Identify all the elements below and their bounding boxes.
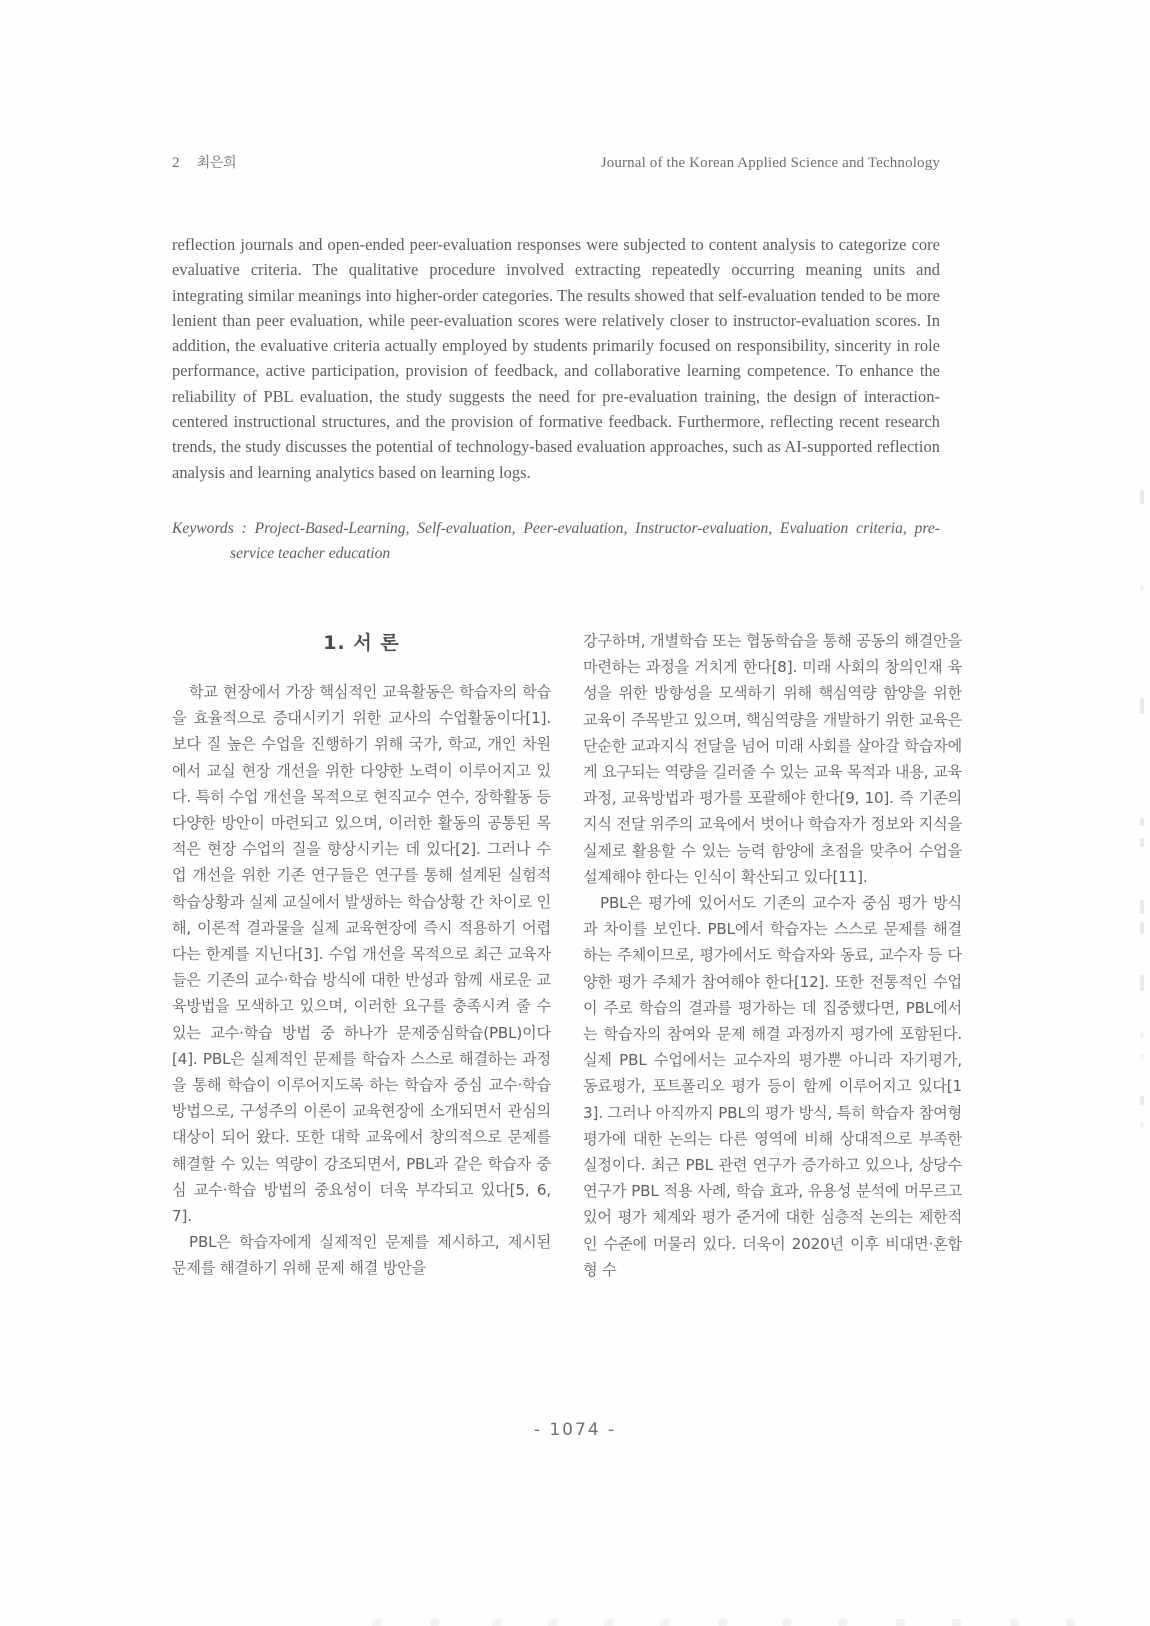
paragraph: PBL은 학습자에게 실제적인 문제를 제시하고, 제시된 문제를 해결하기 위해 문제 해결 방안을: [172, 1233, 551, 1278]
paragraph: 강구하며, 개별학습 또는 협동학습을 통해 공동의 해결안을 마련하는 과정을 거치게 한다[8]. 미래 사회의 창의인재 육성을 위한 방향성을 모색하기 위해 핵심역량 함양을 위한 교육이 주목받고 있으며, 핵심역량을 개발하기 위한 교육은 단순한 교과지식 전달을 넘어 미래 사회를 살아갈 학습자에게 요구되는 역량을 길러줄 수 있는 교육 목적과 내용, 교육과정, 교육방법과 평가를 포괄해야 한다[9, 10]. 즉 기존의 지식 전달 위주의 교육에서 벗어나 학습자가 정보와 지식을 실제로 활용할 수 있는 능력 함양에 초점을 맞추어 수업을 설계해야 한다는 인식이 확산되고 있다[11].: [583, 632, 962, 886]
header-journal-title: Journal of the Korean Applied Science and Technology: [600, 155, 940, 171]
right-column: [583, 628, 962, 1328]
abstract-text: reflection journals and open-ended peer-evaluation responses were subjected to content analysis to categorize core evaluative criteria. The qualitative procedure involved extracting repeatedly occurring meaning units and integrating similar meanings into higher-order categories. The results showed that self-evaluation tended to be more lenient than peer evaluation, while peer-evaluation scores were relatively closer to instructor-evaluation scores. In addition, the evaluative criteria actually employed by students primarily focused on responsibility, sincerity in role performance, active participation, provision of feedback, and collaborative learning competence. To enhance the reliability of PBL evaluation, the study suggests the need for pre-evaluation training, the design of interaction-centered instructional structures, and the provision of formative feedback. Furthermore, reflecting recent research trends, the study discusses the potential of technology-based evaluation approaches, such as AI-supported reflection analysis and learning analytics based on learning logs.: [172, 235, 940, 482]
body-columns: [172, 628, 962, 1328]
running-head-left: [172, 152, 236, 172]
section-title: 1. 서 론: [323, 632, 400, 654]
header-author-name: 최은희: [196, 155, 237, 171]
keywords-line: [172, 516, 940, 566]
left-column: [172, 628, 551, 1328]
keywords-label: Keywords :: [172, 520, 247, 537]
page-folio: - 1074 -: [533, 1420, 617, 1440]
running-head: [172, 152, 940, 172]
keywords-value: Project-Based-Learning, Self-evaluation, Peer-evaluation, Instructor-evaluation, Evaluation criteria, pre-service teacher education: [230, 520, 941, 562]
paragraph: 학교 현장에서 가장 핵심적인 교육활동은 학습자의 학습을 효율적으로 증대시키기 위한 교사의 수업활동이다[1]. 보다 질 높은 수업을 진행하기 위해 국가, 학교, 개인 차원에서 교실 현장 개선을 위한 다양한 노력이 이루어지고 있다. 특히 수업 개선을 목적으로 현직교수 연수, 장학활동 등 다양한 방안이 마련되고 있으며, 이러한 활동의 공통된 목적은 현장 수업의 질을 향상시키는 데 있다[2]. 그러나 수업 개선을 위한 기존 연구들은 연구를 통해 설계된 실험적 학습상황과 실제 교실에서 발생하는 학습상황 간 차이로 인해, 이론적 결과물을 실제 교육현장에 즉시 적용하기 어렵다는 한계를 지닌다[3]. 수업 개선을 목적으로 최근 교육자들은 기존의 교수·학습 방식에 대한 반성과 함께 새로운 교육방법을 모색하고 있으며, 이러한 요구를 충족시켜 줄 수 있는 교수·학습 방법 중 하나가 문제중심학습(PBL)이다[4]. PBL은 실제적인 문제를 학습자 스스로 해결하는 과정을 통해 학습이 이루어지도록 하는 학습자 중심 교수·학습 방법으로, 구성주의 이론이 교육현장에 소개되면서 관심의 대상이 되어 왔다. 또한 대학 교육에서 창의적으로 문제를 해결할 수 있는 역량이 강조되면서, PBL과 같은 학습자 중심 교수·학습 방법의 중요성이 더욱 부각되고 있다[5, 6, 7].: [172, 683, 551, 1226]
scan-bottom-artifacts: [0, 1612, 1150, 1626]
keywords-block: [172, 516, 940, 566]
paragraph: PBL은 평가에 있어서도 기존의 교수자 중심 평가 방식과 차이를 보인다. PBL에서 학습자는 스스로 문제를 해결하는 주체이므로, 평가에서도 학습자와 동료, 교수자 등 다양한 평가 주체가 참여해야 한다[12]. 또한 전통적인 수업이 주로 학습의 결과를 평가하는 데 집중했다면, PBL에서는 학습자의 참여와 문제 해결 과정까지 평가에 포함된다. 실제 PBL 수업에서는 교수자의 평가뿐 아니라 자기평가, 동료평가, 포트폴리오 평가 등이 함께 이루어지고 있다[13]. 그러나 아직까지 PBL의 평가 방식, 특히 학습자 참여형 평가에 대한 논의는 다른 영역에 비해 상대적으로 부족한 실정이다. 최근 PBL 관련 연구가 증가하고 있으나, 상당수 연구가 PBL 적용 사례, 학습 효과, 유용성 분석에 머무르고 있어 평가 체계와 평가 준거에 대한 심층적 논의는 제한적인 수준에 머물러 있다. 더욱이 2020년 이후 비대면·혼합형 수: [583, 894, 962, 1279]
scan-edge-artifacts: [1134, 460, 1144, 1150]
header-page-number: 2: [172, 155, 180, 171]
